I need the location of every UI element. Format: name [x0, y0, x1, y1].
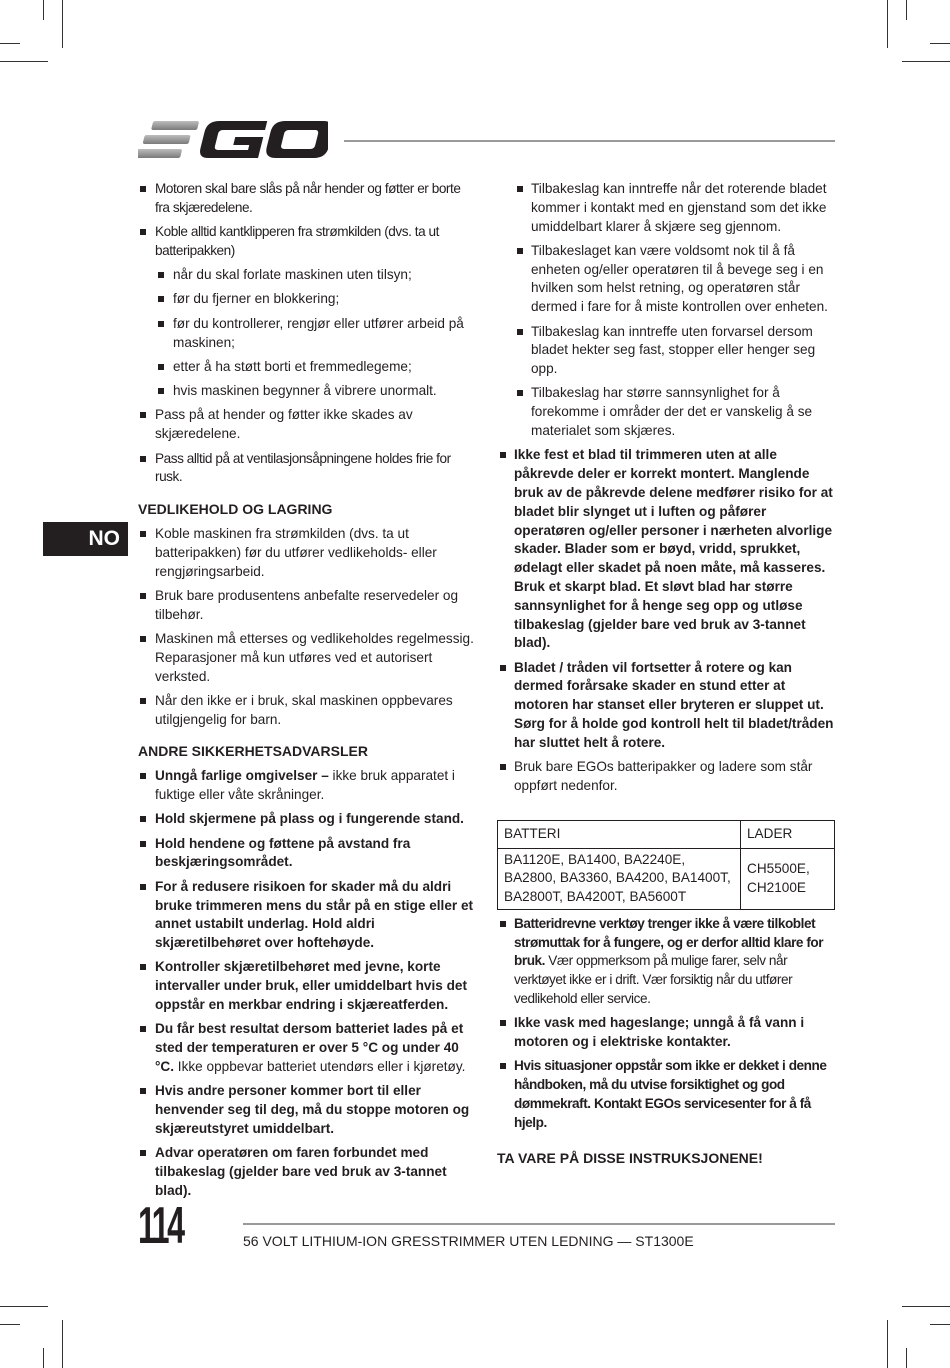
- list-item: Tilbakeslaget kan være voldsomt nok til å få enheten og/eller operatøren til å bevege seg i en hvilken som helst retning, og operatøren står dermed i fare for å miste kontrollen over enheten.: [514, 242, 835, 317]
- list-item: [138, 767, 476, 805]
- crop-mark: [0, 1324, 20, 1325]
- table-header-battery: BATTERI: [498, 820, 741, 848]
- crop-mark: [43, 0, 44, 20]
- safety-warnings-list: [138, 767, 476, 1200]
- list-item: Maskinen må etterses og vedlikeholdes regelmessig. Reparasjoner må kun utføres ved et autorisert verksted.: [138, 630, 476, 686]
- table-header-row: [498, 820, 835, 848]
- warning-bold-text: Advar operatøren om faren forbundet med tilbakeslag (gjelder bare ved bruk av 3-tannet blad).: [155, 1145, 447, 1198]
- crop-mark: [906, 1348, 907, 1368]
- warning-bold-text: Bladet / tråden vil fortsetter å rotere og kan dermed forårsake skader en stund etter at motoren har stanset eller bryteren er sluppet ut. Sørg for å holde god kontroll helt til bladet/tråden har sluttet helt å rotere.: [514, 659, 834, 750]
- crop-mark: [930, 1324, 950, 1325]
- section-heading: ANDRE SIKKERHETSADVARSLER: [138, 743, 368, 760]
- operation-list: [138, 180, 476, 487]
- list-item: etter å ha støtt borti et fremmedlegeme;: [156, 358, 476, 377]
- list-item: [138, 1020, 476, 1076]
- crop-mark: [887, 0, 888, 48]
- warning-bold-text: Hold skjermene på plass og i fungerende stand.: [155, 811, 464, 827]
- table-row: [498, 848, 835, 909]
- list-item: før du fjerner en blokkering;: [156, 290, 476, 309]
- crop-mark: [906, 0, 907, 20]
- warning-bold-text: Batteridrevne verktøy trenger ikke å være tilkoblet strømuttak for å fungere, og er derfor alltid klare for bruk.: [514, 915, 824, 969]
- list-item: Bruk bare EGOs batteripakker og ladere som står oppført nedenfor.: [497, 758, 835, 796]
- warning-bold-text: Du får best resultat dersom batteriet lades på et sted der temperaturen er over 5 °C og under 40 °C.: [155, 1021, 464, 1074]
- left-column: [138, 180, 476, 1206]
- list-item: Koble alltid kantklipperen fra strømkilden (dvs. ta ut batteripakken): [138, 223, 476, 261]
- warning-bold-text: For å redusere risikoen for skader må du aldri bruke trimmeren mens du står på en stige eller et annet ustabilt underlag. Hold aldri skjæretilbehøret over hoftehøyde.: [155, 878, 474, 951]
- header-rule: [344, 140, 835, 142]
- crop-mark: [0, 61, 48, 62]
- kickback-list: [497, 180, 835, 796]
- additional-warnings-list: [497, 915, 835, 1133]
- table-cell-batteries: BA1120E, BA1400, BA2240E, BA2800, BA3360, BA4200, BA1400T, BA2800T, BA4200T, BA5600T: [498, 848, 741, 909]
- crop-mark: [62, 1320, 63, 1368]
- section-heading: VEDLIKEHOLD OG LAGRING: [138, 501, 333, 518]
- crop-mark: [902, 61, 950, 62]
- warning-bold-text: Ikke fest et blad til trimmeren uten at alle påkrevde deler er korrekt montert. Manglende bruk av de påkrevde delene medfører risiko for at bladet blir slynget ut i luften og påfører operatøren og/eller personer i nærheten alvorlige skader. Blader som er bøyd, vridd, sprukket, ødelagt eller skadet på noen måte, må kasseres. Bruk et skarpt blad. Et sløvt blad har større sannsynlighet for å henge seg opp og utløse tilbakeslag (gjelder bare ved bruk av 3-tannet blad).: [514, 447, 833, 651]
- list-item: Motoren skal bare slås på når hender og føtter er borte fra skjæredelene.: [138, 180, 476, 218]
- warning-bold-text: Hvis andre personer kommer bort til eller henvender seg til deg, må du stoppe motoren og skjæreutstyret umiddelbart.: [155, 1083, 470, 1136]
- footer-rule: [243, 1223, 835, 1225]
- list-item: Koble maskinen fra strømkilden (dvs. ta ut batteripakken) før du utfører vedlikeholds- eller rengjøringsarbeid.: [138, 525, 476, 581]
- battery-charger-table: [497, 820, 835, 910]
- list-item: Tilbakeslag kan inntreffe når det roterende bladet kommer i kontakt med en gjenstand som det ikke umiddelbart klarer å skjære seg gjennom.: [514, 180, 835, 236]
- list-item: [497, 915, 835, 1009]
- closing-instruction: TA VARE PÅ DISSE INSTRUKSJONENE!: [497, 1149, 763, 1166]
- crop-mark: [887, 1320, 888, 1368]
- warning-bold-text: Ikke vask med hageslange; unngå å få vann i motoren og i elektriske kontakter.: [514, 1015, 805, 1050]
- ego-logo: [138, 118, 328, 162]
- list-item: Tilbakeslag har større sannsynlighet for å forekomme i områder der det er vanskelig å se materialet som skjæres.: [514, 384, 835, 440]
- crop-mark: [43, 1348, 44, 1368]
- list-item: før du kontrollerer, rengjør eller utfører arbeid på maskinen;: [156, 315, 476, 353]
- list-item: Tilbakeslag kan inntreffe uten forvarsel dersom bladet hekter seg fast, stopper eller henger seg opp.: [514, 323, 835, 379]
- warning-bold-text: Hvis situasjoner oppstår som ikke er dekket i denne håndboken, må du utvise forsiktighet og god dømmekraft. Kontakt EGOs servicesenter for å få hjelp.: [514, 1058, 827, 1130]
- list-item: Pass på at hender og føtter ikke skades av skjæredelene.: [138, 406, 476, 444]
- crop-mark: [0, 43, 20, 44]
- warning-text: Vær oppmerksom på mulige farer, selv når verktøyet ikke er i drift. Vær forsiktig når du utfører vedlikehold eller service.: [514, 953, 793, 1007]
- list-item: Når den ikke er i bruk, skal maskinen oppbevares utilgjengelig for barn.: [138, 692, 476, 730]
- list-item: Pass alltid på at ventilasjonsåpningene holdes frie for rusk.: [138, 450, 476, 488]
- warning-text: ikke bruk apparatet i fuktige eller våte skråninger.: [155, 768, 455, 803]
- warning-bold-text: Kontroller skjæretilbehøret med jevne, korte intervaller under bruk, eller umiddelbart hvis det oppstår en merkbar endring i skjæreatferden.: [155, 959, 467, 1012]
- page-number: 114: [138, 1197, 183, 1255]
- list-item: hvis maskinen begynner å vibrere unormalt.: [156, 382, 476, 401]
- warning-bold-text: Hold hendene og føttene på avstand fra beskjæringsområdet.: [155, 835, 411, 870]
- crop-mark: [0, 1306, 48, 1307]
- crop-mark: [930, 43, 950, 44]
- table-cell-chargers: CH5500E, CH2100E: [741, 848, 835, 909]
- list-item: når du skal forlate maskinen uten tilsyn;: [156, 266, 476, 285]
- list-item: Bruk bare produsentens anbefalte reservedeler og tilbehør.: [138, 587, 476, 625]
- right-column: [497, 180, 835, 1167]
- footer-title: 56 VOLT LITHIUM-ION GRESSTRIMMER UTEN LEDNING — ST1300E: [243, 1233, 694, 1249]
- crop-mark: [62, 0, 63, 48]
- maintenance-list: [138, 525, 476, 729]
- table-header-charger: LADER: [741, 820, 835, 848]
- warning-bold-text: Unngå farlige omgivelser –: [155, 768, 329, 784]
- crop-mark: [902, 1306, 950, 1307]
- language-tab: NO: [43, 522, 128, 556]
- warning-text: Ikke oppbevar batteriet utendørs eller i kjøretøy.: [174, 1058, 466, 1074]
